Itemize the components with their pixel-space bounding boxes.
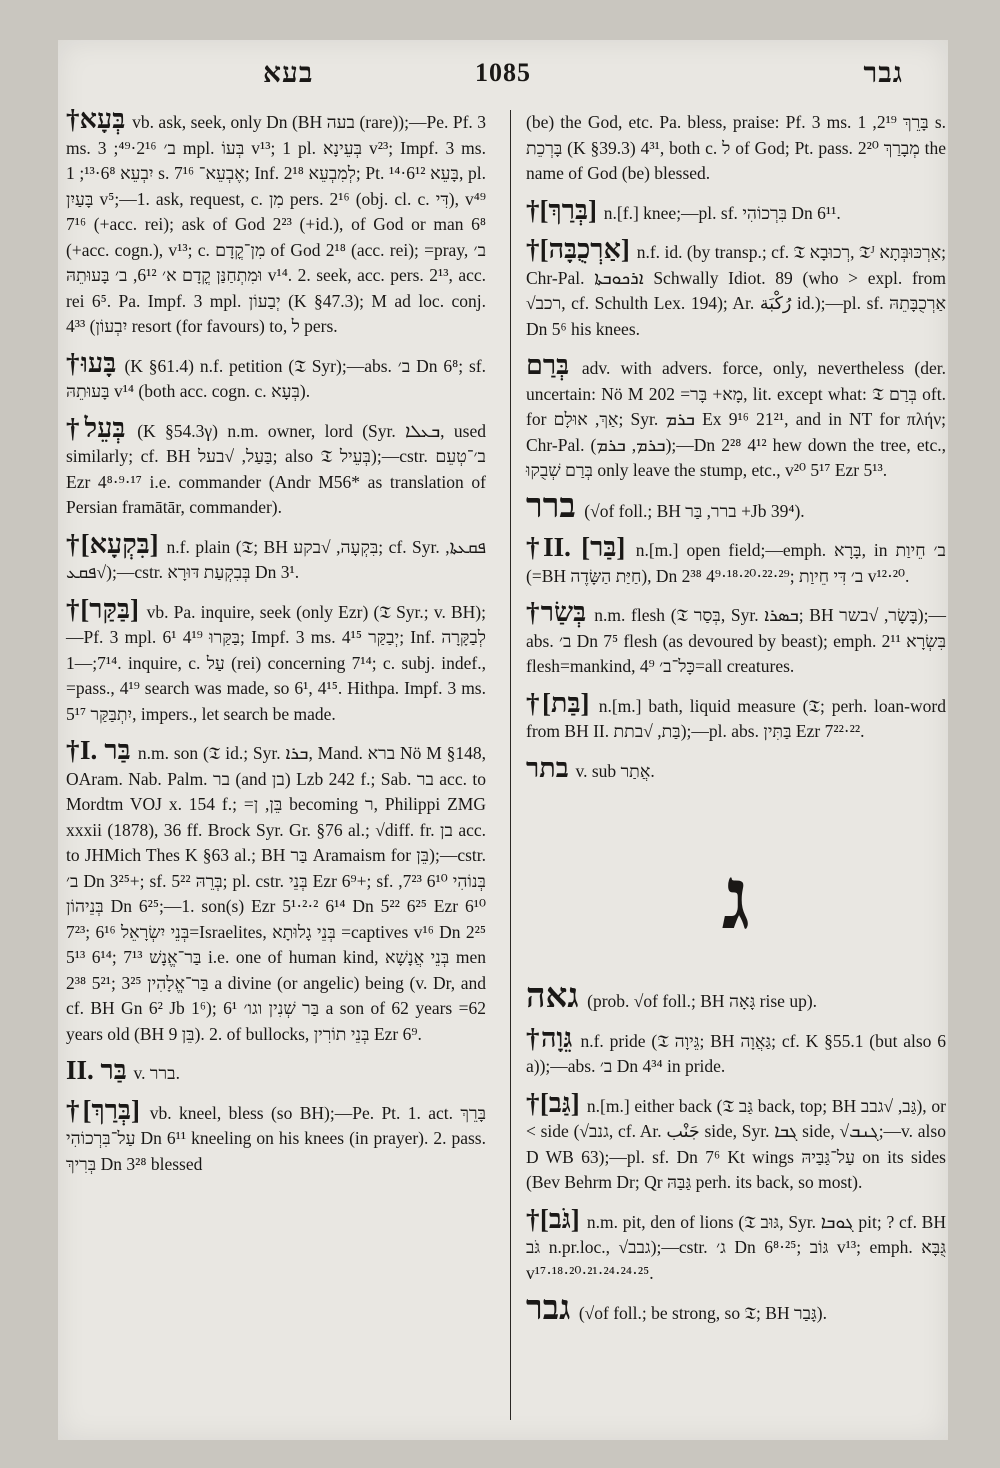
- entry-headword: †[בַּקַּר]: [66, 593, 147, 624]
- page-header: [58, 58, 948, 92]
- entry-text: n.f. plain (𝔗; BH בִּקְעָה, √בקע; cf. Syr. ܦܩܥܬܐ, √ܦܩܥ);—cstr. בְּבִקְעַת דּוּרָא Dn 3¹.: [66, 536, 486, 582]
- entry-baqqar: [66, 594, 486, 728]
- entry-text: (√of foll.; be strong, so 𝔗; BH גָּבַר).: [578, 1303, 827, 1323]
- entry-text: (K §54.3γ) n.m. owner, lord (Syr. ܒܥܠܐ, used similarly; cf. BH בַּעַל, √בעל; also 𝔗 בְּעֵיל);—cstr. ב׳־טְעֵם Ezr 4⁸·⁹·¹⁷ i.e. commander (Andr M56* as translation of Persian framātār, commander).: [66, 420, 487, 517]
- entry-bar-field: [526, 532, 946, 589]
- entry-headword: בְּרַם: [526, 350, 582, 380]
- entry-headword: †בְּעֵל: [66, 412, 138, 443]
- entry-headword: †בְּעָא: [66, 104, 133, 134]
- entry-headword: גבר: [526, 1290, 579, 1327]
- entry-headword: †[בְּרַךְ]: [526, 194, 604, 225]
- entry-text: (prob. √of foll.; BH גָּאָה rise up).: [587, 991, 818, 1011]
- entry-btr: [526, 753, 946, 785]
- entry-beu: [66, 348, 486, 405]
- entry-gewa: [526, 1023, 946, 1080]
- entry-text: v. ברר.: [133, 1063, 180, 1083]
- entry-bat: [526, 688, 946, 745]
- entry-gbr: [526, 1290, 946, 1327]
- entry-text: n.m. flesh (𝔗 בְּסַר, Syr. ܒܣܪܐ; BH בָּשָׂר, √בשר);—abs. ב׳ Dn 7⁵ flesh (as devoured by beast); emph. בִּשְׂרָא 2¹¹ flesh=mankind, כָּל־ב׳ 4⁹=all creatures.: [526, 605, 947, 676]
- section-letter-gimel: ג: [721, 851, 751, 947]
- entry-text: n.f. id. (by transp.; cf. 𝔗 רְכוּבָא, 𝔗ᴶ אַרְכּוּבְּתָא; Chr-Pal. ܐܪܟܘܒܬܐ Schwally Idiot. 89 (who > expl. from √רכב, cf. Schulth Lex. 194); Ar. رُكْبَة id.);—pl. sf. אַרְכֻבָּתֵהּ Dn 5⁶ his knees.: [526, 242, 946, 339]
- page-number: 1085: [475, 58, 531, 87]
- entry-text: n.[m.] either back (𝔗 גַּב back, top; BH גַּב, √גבב), or < side (√גנב, cf. Ar. جَنْب side, Syr. ܓܒܐ side, √ܓܢܒ;—v. also D WB 63);—pl. sf. Dn 7⁶ Kt wings עַל־גַּבַּיהּ on its sides (Bev Behrm Dr; Qr גַּבַּהּ perh. its back, so most).: [526, 1095, 946, 1192]
- entry-text: n.[f.] knee;—pl. sf. בִּרְכוֹהִי Dn 6¹¹.: [603, 202, 841, 223]
- dictionary-page: [58, 40, 948, 1440]
- entry-gah: [526, 978, 946, 1015]
- entry-arkubba: [526, 234, 946, 342]
- entry-headword: †בְּשַׂר: [526, 597, 595, 627]
- entry-berak-vb: [66, 1095, 486, 1178]
- entry-brr: [526, 487, 946, 525]
- entry-text: n.[m.] open field;—emph. בָּרָא, in ב׳ חֵיוַת (=BH חַיַּת הַשָּׂדֶה), Dn 2³⁸ 4⁹·¹⁸·²⁰·²²·²⁹; ב׳ דִּי חֵיוַת v¹²·²⁰.: [526, 540, 946, 586]
- entry-gob: [526, 1204, 946, 1287]
- section-letter-block: [526, 851, 946, 947]
- entry-headword: †[גֹּב]: [526, 1203, 587, 1234]
- entry-text: vb. ask, seek, only Dn (BH בעה (rare));—Pe. Pf. 3 ms. ב׳ 2¹⁶·⁴⁹; 3 mpl. בְּעוֹ v¹³; 1 pl. בְּעֵינָא v²³; Impf. 3 ms. יִבְעֵא 6⁸·¹³; 1 s. אֶבְעֵא־ 7¹⁶; Inf. לְמִבְעֵא 2¹⁸; Pt. בָּעֵא 6¹²·¹⁴, pl. בָּעַיִן v⁵;—1. ask, request, c. מִן pers. 2¹⁶ (obj. cl. c. דִּי), v⁴⁹ 7¹⁶ (+acc. rei); ask of God 2²³ (+id.), of God or man 6⁸ (+acc. cogn.), v¹³; c. מִן־קֳדָם of God 2¹⁸ (acc. rei); =pray, ב׳ וּמִתְחַנַּן קֳדָם א׳ 6¹², ב׳ בָּעוּתֵהּ v¹⁴. 2. seek, acc. pers. 2¹³, acc. rei 6⁵. Pa. Impf. 3 mpl. יְבַעוֹן (K §47.3); M ad loc. conj. יִבְעוֹן) 4³³ resort (for favours) to, ל pers.: [66, 112, 487, 336]
- entry-headword: †[בְּרַךְ]: [66, 1094, 150, 1125]
- entry-headword: בתר: [526, 752, 576, 783]
- entry-text: (√of foll.; BH ברר, בַּר +Jb 39⁴).: [584, 500, 805, 521]
- entry-beel: [66, 413, 486, 521]
- entry-bar-ii: [66, 1055, 486, 1087]
- entry-headword: II. בַּר: [66, 1055, 134, 1085]
- entry-bar-son: [66, 735, 486, 1047]
- entry-headword: †בָּעוּ: [66, 347, 125, 378]
- entry-text: n.m. pit, den of lions (𝔗 גּוּב, Syr. ܓܘܒܐ pit; ? cf. BH גֹּב n.pr.loc., √גבב);—cstr. ג׳ Dn 6⁸·²⁵; גּוֹב v¹³; emph. גֻּבָּא v¹⁷·¹⁸·²⁰·²¹·²⁴·²⁴·²⁵.: [526, 1211, 946, 1283]
- column-divider: [510, 110, 511, 1420]
- entry-text: n.f. pride (𝔗 גֵּיוָה; BH גַּאֲוָה; cf. K §55.1 (but also 6 a));—abs. ב׳ Dn 4³⁴ in pride.: [526, 1030, 946, 1076]
- entry-headword: †I. בַּר: [66, 735, 138, 765]
- entry-text: vb. Pa. inquire, seek (only Ezr) (𝔗 Syr.; v. BH);—Pf. 3 mpl. בַּקַּרוּ 4¹⁹ 6¹; Impf. 3 ms. יְבַקַּר 4¹⁵; Inf. לְבַקָּרָה 7¹⁴;—1. inquire, c. עַל (rei) concerning 7¹⁴; c. subj. indef., =pass., 4¹⁹ search was made, so 6¹, 4¹⁵. Hithpa. Impf. 3 ms. יִתְבַּקַּר 5¹⁷, impers., let search be made.: [66, 601, 486, 724]
- entry-headword: גאה: [526, 978, 588, 1015]
- entry-headword: †[אַרְכֻבָּה]: [526, 234, 637, 264]
- header-right-word: גבר: [863, 58, 903, 89]
- entry-headword: †[בִּקְעָא]: [66, 528, 167, 559]
- entry-beram: [526, 350, 946, 484]
- entry-berak-knee: [526, 195, 946, 227]
- entry-text: n.m. son (𝔗 id.; Syr. ܒܪܐ, Mand. ברא Nö M §148, OAram. Nab. Palm. בר (and בן) Lzb 242 f.; Sab. בר acc. to Mordtm VOJ x. 154 f.; =בֵּן, ן becoming ר, Philippi ZMG xxxii (1878), 36 ff. Brock Syr. Gr. §76 al.; √diff. fr. בן acc. to JHMich Thes K §63 al.; BH בַּר Aramaism for בֵּן);—cstr. ב׳ Dn 3²⁵+; sf. בְּרֵהּ 5²²; pl. cstr. בְּנֵי Ezr 6⁹+; sf. בְּנוֹהִי 6¹⁰ 7²³, בְּנֵיהוֹן Dn 6²⁵;—1. son(s) Ezr 5¹·²·² 6¹⁴ Dn 5²² 6²⁵ Ezr 6¹⁰ 7²³; בְּנֵי יִשְׂרָאֵל 6¹⁶=Israelites, בְּנֵי גָלוּתָא =captives v¹⁶ Dn 2²⁵ 5¹³ 6¹⁴; בַּר־אֱנָשׁ 7¹³ i.e. one of human kind, בְּנֵי אֲנָשָׁא men 2³⁸ 5²¹; בַּר־אֱלָהִין 3²⁵ a divine (or angelic) being (v. Dr, and cf. BH Gn 6² Jb 1⁶); בַּר שְׁנִין וגו׳ 6¹ a son of 62 years =62 years old (BH בֵּן 9). 2. of bullocks, בְּנֵי תוֹרִין Ezr 6⁹.: [66, 743, 487, 1044]
- entry-continuation: [526, 104, 946, 187]
- entry-text: v. sub אֲתַר.: [575, 760, 655, 781]
- entry-text: n.[m.] bath, liquid measure (𝔗; perh. loan-word from BH II. בַּת, √בתת);—pl. abs. בַּתִּין Ezr 7²²·²².: [526, 695, 946, 741]
- entry-text: (be) the God, etc. Pa. bless, praise: Pf. 3 ms. בָּרֵךְ 2¹⁹, 1 s. בָּרְכֵת (K §39.3) 4³¹, both c. ל of God; Pt. pass. מְבָרַךְ 2²⁰ the name of God (be) blessed.: [526, 112, 947, 183]
- entry-headword: †[גַּב]: [526, 1087, 587, 1118]
- left-column: [66, 104, 486, 1185]
- entry-bea: [66, 104, 486, 340]
- entry-headword: †[בַּת]: [526, 687, 599, 718]
- right-column: [526, 104, 946, 1335]
- entry-headword: †גֵּוָה: [526, 1022, 581, 1053]
- header-left-word: בעא: [263, 58, 314, 89]
- entry-gab: [526, 1088, 946, 1196]
- entry-text: adv. with advers. force, only, nevertheless (der. uncertain: Nö M 202 =מָא+ בָּר, lit. except what: 𝔗 בְּרַם oft. for אַךְ, אוּלָם; Syr. ܒܪܡ Ex 9¹⁶ 21²¹, and in NT for πλήν; Chr-Pal. (ܒܪܡ, ܒܪܡ);—Dn 2²⁸ 4¹² hew down the tree, etc., בְּרַם שְׁבֻקוּ only leave the stump, etc., v²⁰ 5¹⁷ Ezr 5¹³.: [526, 358, 947, 480]
- entry-headword: ברר: [526, 487, 585, 525]
- entry-text: (K §61.4) n.f. petition (𝔗 Syr);—abs. ב׳ Dn 6⁸; sf. בָּעוּתֵהּ v¹⁴ (both acc. cogn. c. בְּעָא).: [66, 355, 486, 401]
- entry-besar: [526, 597, 946, 680]
- entry-text: vb. kneel, bless (so BH);—Pe. Pt. 1. act. בָּרֵךְ עַל־בִּרְכוֹהִי Dn 6¹¹ kneeling on his knees (in prayer). 2. pass. בְּרִיךְ Dn 3²⁸ blessed: [66, 1102, 487, 1174]
- entry-biqa: [66, 529, 486, 586]
- entry-headword: †II. [בַּר]: [526, 532, 636, 562]
